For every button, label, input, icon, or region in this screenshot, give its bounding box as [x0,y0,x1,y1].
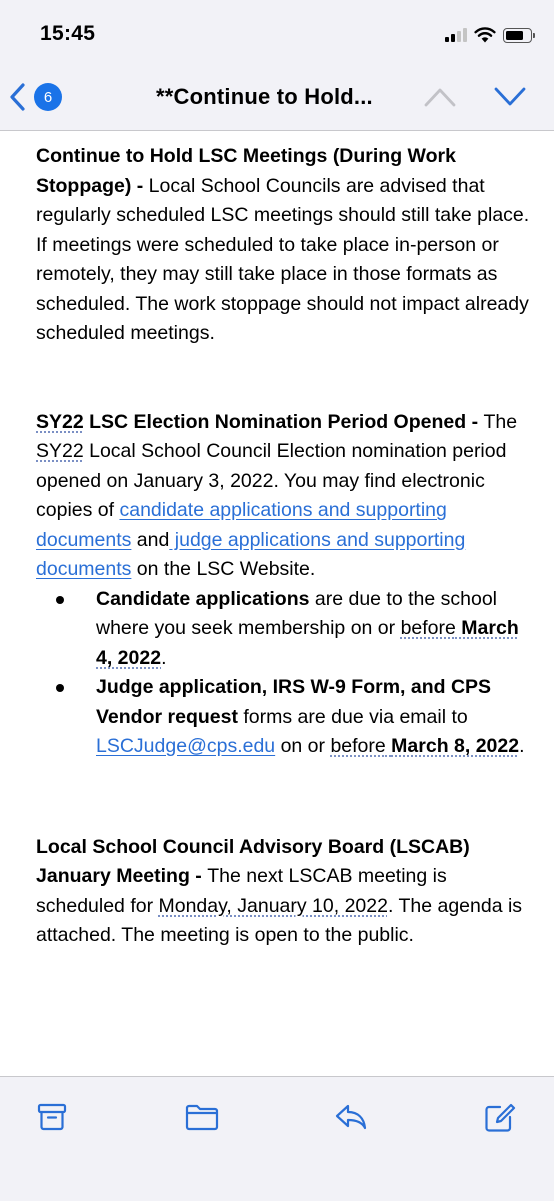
list-item: Judge application, IRS W-9 Form, and CPS Vendor request forms are due via email to LSCJudge@cps.edu on or before March 8, 2022. [36,673,536,762]
bullet-icon [56,596,64,604]
status-icons [445,24,532,46]
section-heading: SY22 LSC Election Nomination Period Opened - [36,410,484,433]
deadline-list [36,585,536,762]
judge-email-link[interactable]: LSCJudge@cps.edu [96,735,276,757]
section-lsc-meetings [36,142,536,349]
back-button[interactable] [8,82,62,112]
section-text: Local School Councils are advised that regularly scheduled LSC meetings should still take place. If meetings were scheduled to take place in-person or remotely, they may still take place in those formats as scheduled. The work stoppage should not impact already scheduled meetings. [36,174,530,344]
chevron-left-icon [8,82,28,112]
date-link[interactable]: Monday, January 10, 2022 [158,894,388,917]
reply-icon[interactable] [334,1103,368,1131]
section-election-nomination: SY22 LSC Election Nomination Period Opened - The SY22 Local School Council Election nomination period opened on January 3, 2022. You may find electronic copies of candidate applications and supporting documents and judge applications and supporting documents on the LSC Website. [36,410,518,580]
bullet-icon [56,684,64,692]
nav-bar [0,64,554,131]
status-bar [0,0,554,64]
chevron-down-icon[interactable] [494,86,526,108]
wifi-icon [474,27,496,43]
unread-count-badge: 6 [34,83,62,111]
bottom-toolbar [0,1076,554,1201]
compose-icon[interactable] [484,1103,516,1133]
sy22-term: SY22 [36,440,84,462]
battery-icon [503,28,532,43]
section-heading: Local School Council Advisory Board (LSCAB) January Meeting - [36,835,470,887]
archive-icon[interactable] [37,1103,67,1131]
email-body [36,142,536,951]
sy22-term: SY22 [36,410,84,433]
folder-icon[interactable] [185,1103,219,1131]
date-link[interactable]: before March 8, 2022 [330,735,520,757]
cellular-signal-icon [445,28,467,42]
date-link[interactable]: before March 4, 2022 [96,617,519,669]
email-subject-title: **Continue to Hold... [156,84,373,109]
section-lscab-meeting: Local School Council Advisory Board (LSCAB) January Meeting - The next LSCAB meeting is scheduled for Monday, January 10, 2022. The agenda is attached. The meeting is open to the public. [36,835,523,946]
chevron-up-icon[interactable] [424,86,456,108]
judge-applications-link[interactable]: judge applications and supporting documents [36,528,466,580]
list-item: Candidate applications are due to the school where you seek membership on or before March 4, 2022. [36,585,536,674]
status-time: 15:45 [40,22,96,45]
section-heading: Continue to Hold LSC Meetings (During Work Stoppage) - [36,145,456,197]
candidate-applications-link[interactable]: candidate applications and supporting documents [36,499,447,551]
